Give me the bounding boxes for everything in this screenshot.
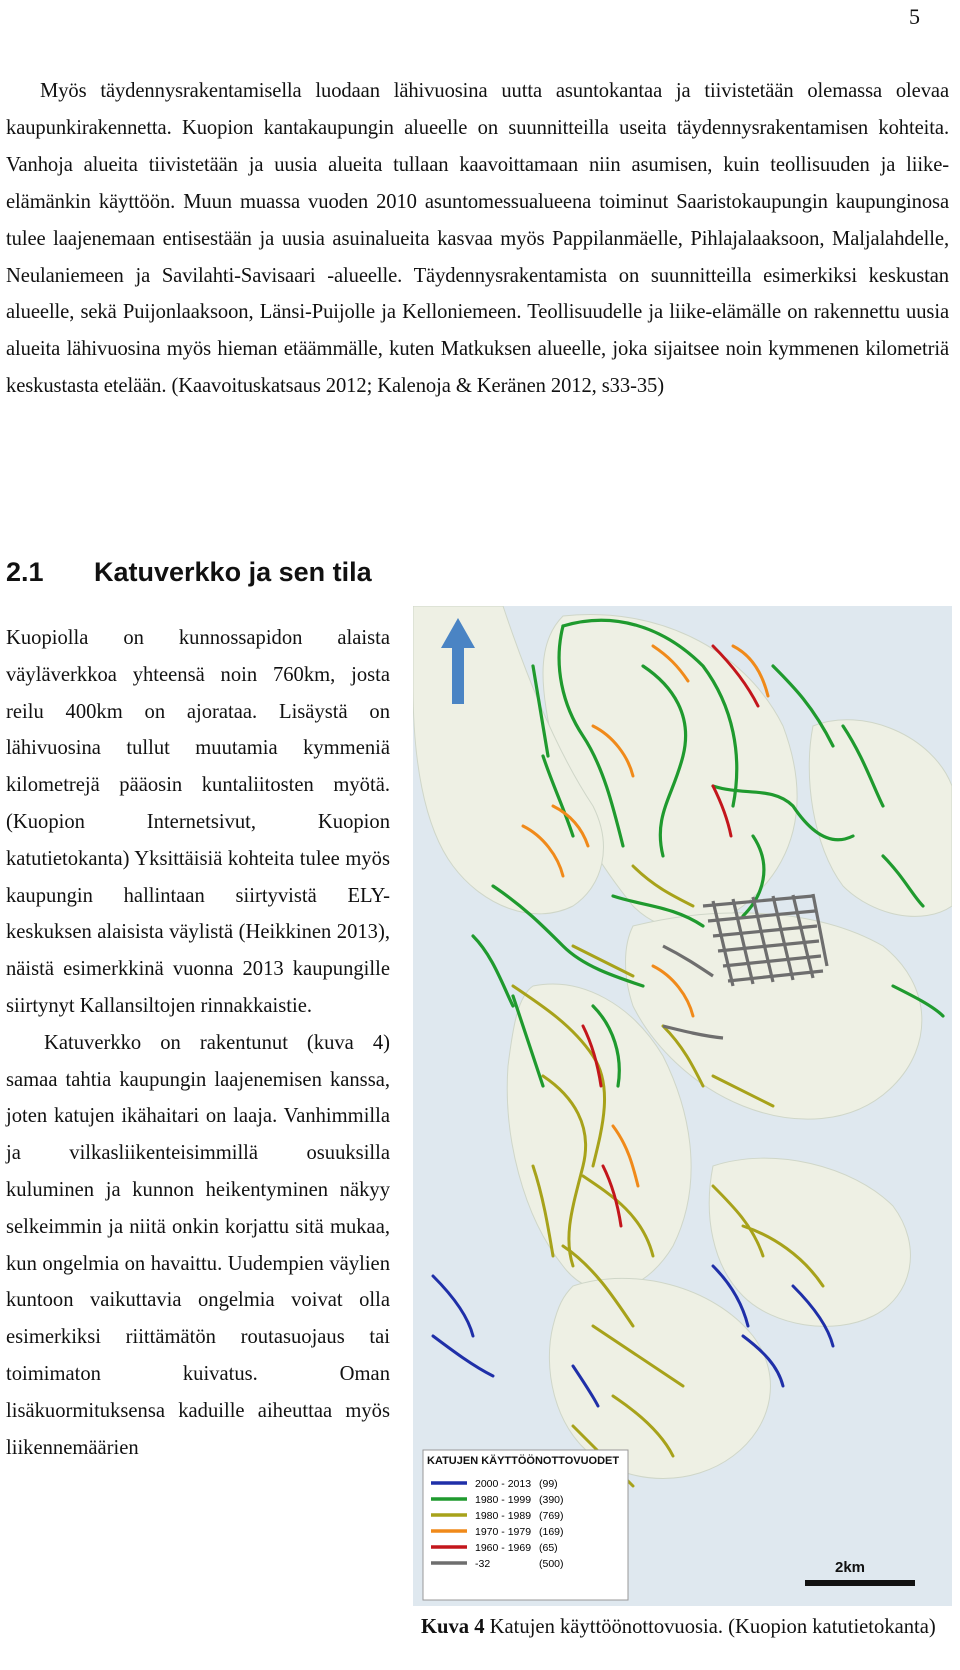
legend-count: (99) xyxy=(539,1478,558,1490)
side-paragraph-2: Katuverkko on rakentunut (kuva 4) samaa tahtia kaupungin laajenemisen kanssa, joten katujen ikähaitari on laaja. Vanhimmilla ja vilkasliikenteisimmillä osuuksilla kuluminen ja kunnon heikentyminen näkyy selkeimmin ja niitä onkin korjattu sitä mukaa, kun ongelmia on havaittu. Uudempien väylien kuntoon vaikuttavia ongelmia voivat olla esimerkiksi riittämätön routasuojaus tai toimimaton kuivatus. Oman lisäkuormituksensa kaduille aiheuttaa myös liikennemäärien xyxy=(6,1031,390,1459)
figure-caption xyxy=(421,1612,951,1642)
legend-count: (390) xyxy=(539,1494,564,1506)
legend-label: 1980 - 1989 xyxy=(475,1510,532,1522)
scale-label: 2km xyxy=(835,1559,866,1576)
street-map xyxy=(413,606,952,1606)
side-text xyxy=(6,620,390,1466)
caption-label: Kuva 4 xyxy=(421,1616,485,1638)
legend-label: -32 xyxy=(475,1558,491,1570)
street-map-figure xyxy=(413,606,952,1606)
legend-count: (65) xyxy=(539,1542,558,1554)
legend-count: (769) xyxy=(539,1510,564,1522)
legend-label: 1960 - 1969 xyxy=(475,1542,532,1554)
legend-count: (169) xyxy=(539,1526,564,1538)
section-title: Katuverkko ja sen tila xyxy=(94,557,372,587)
section-heading xyxy=(6,557,372,588)
side-paragraph-1: Kuopiolla on kunnossapidon alaista väyläverkkoa yhteensä noin 760km, josta reilu 400km on ajorataa. Lisäystä on lähivuosina tullut muutamia kymmeniä kilometrejä pääosin kuntaliitosten myötä. (Kuopion Internetsivut, Kuopion katutietokanta) Yksittäisiä kohteita tulee myös kaupungin hallintaan siirtyvistä ELY-keskuksen alaisista väylistä (Heikkinen 2013), näistä esimerkkinä vuonna 2013 kaupungille siirtynyt Kallansiltojen rinnakkaistie. xyxy=(6,627,390,1017)
legend-label: 2000 - 2013 xyxy=(475,1478,532,1490)
legend-label: 1970 - 1979 xyxy=(475,1526,532,1538)
legend-label: 1980 - 1999 xyxy=(475,1494,532,1506)
legend-count: (500) xyxy=(539,1558,564,1570)
legend-title: KATUJEN KÄYTTÖÖNOTTOVUODET xyxy=(427,1455,620,1467)
map-legend xyxy=(423,1450,628,1600)
intro-paragraph: Myös täydennysrakentamisella luodaan lähivuosina uutta asuntokantaa ja tiivistetään olemassa olevaa kaupunkirakennetta. Kuopion kantakaupungin alueelle on suunnitteilla useita täydennysrakentamisen kohteita. Vanhoja alueita tiivistetään ja uusia alueita tullaan kaavoittamaan niin asumisen, kuin teollisuuden ja liike-elämänkin käyttöön. Muun muassa vuoden 2010 asuntomessualueena toiminut Saaristokaupungin kaupunginosa tulee laajenemaan entisestään ja uusia asuinalueita kasvaa myös Pappilanmäelle, Pihlajalaaksoon, Maljalahdelle, Neulaniemeen ja Savilahti-Savisaari -alueelle. Täydennysrakentamista on suunnitteilla esimerkiksi keskustan alueelle, sekä Puijonlaaksoon, Länsi-Puijolle ja Kelloniemeen. Teollisuudelle ja liike-elämälle on rakennettu uusia alueita lähivuosina myös hieman etäämmälle, kuten Matkuksen alueelle, joka sijaitsee noin kymmenen kilometriä keskustasta etelään. (Kaavoituskatsaus 2012; Kalenoja & Keränen 2012, s33-35) xyxy=(6,80,949,398)
section-number: 2.1 xyxy=(6,557,44,587)
caption-text: Katujen käyttöönottovuosia. (Kuopion katutietokanta) xyxy=(489,1616,936,1638)
page-number: 5 xyxy=(909,4,920,29)
